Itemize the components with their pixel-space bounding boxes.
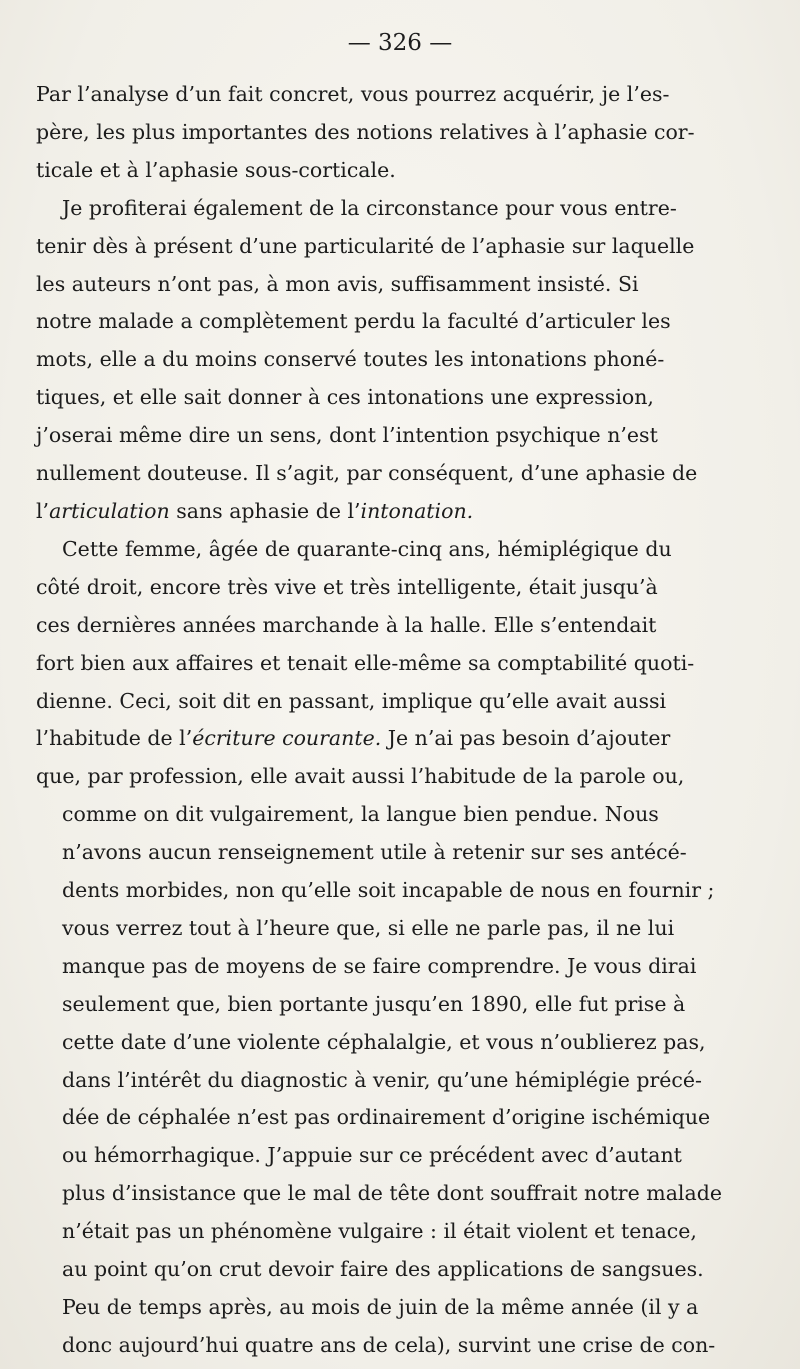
text-line: père, les plus importantes des notions relatives à l’aphasie cor- bbox=[36, 119, 695, 144]
text-line bbox=[36, 720, 766, 758]
page-number: — 326 — bbox=[347, 30, 453, 56]
text-line: Par l’analyse d’un fait concret, vous pourrez acquérir, je l’es- bbox=[36, 82, 670, 106]
text-line: mots, elle a du moins conservé toutes les intonations phoné- bbox=[36, 347, 665, 372]
text-segment: sans aphasie de l’ bbox=[169, 498, 361, 523]
text-line bbox=[36, 493, 766, 531]
text-line: dienne. Ceci, soit dit en passant, implique qu’elle avait aussi bbox=[36, 688, 667, 713]
italic-term: écriture courante. bbox=[192, 726, 382, 751]
text-line: Peu de temps après, au mois de juin de la même année (il y a bbox=[62, 1295, 699, 1319]
text-line: dans l’intérêt du diagnostic à venir, qu’une hémiplégie précé- bbox=[62, 1067, 702, 1092]
text-segment: l’ bbox=[36, 498, 50, 523]
text-line: les auteurs n’ont pas, à mon avis, suffisamment insisté. Si bbox=[36, 271, 639, 296]
text-line: nullement douteuse. Il s’agit, par conséquent, d’une aphasie de bbox=[36, 461, 698, 486]
text-line: plus d’insistance que le mal de tête dont souffrait notre malade bbox=[62, 1181, 722, 1206]
text-line: ou hémorrhagique. J’appuie sur ce précédent avec d’autant bbox=[62, 1143, 682, 1168]
text-line: Je profiterai également de la circonstance pour vous entre- bbox=[62, 195, 677, 220]
text-line: tiques, et elle sait donner à ces intonations une expression, bbox=[36, 385, 654, 410]
text-line: comme on dit vulgairement, la langue bien pendue. Nous bbox=[62, 802, 659, 827]
text-line: côté droit, encore très vive et très intelligente, était jusqu’à bbox=[36, 574, 658, 599]
text-line: seulement que, bien portante jusqu’en 1890, elle fut prise à bbox=[62, 991, 686, 1016]
text-line: tenir dès à présent d’une particularité de l’aphasie sur laquelle bbox=[36, 233, 695, 258]
text-line: au point qu’on crut devoir faire des applications de sangsues. bbox=[62, 1257, 704, 1282]
text-line: n’était pas un phénomène vulgaire : il était violent et tenace, bbox=[62, 1219, 697, 1244]
text-line: manque pas de moyens de se faire comprendre. Je vous dirai bbox=[62, 953, 697, 978]
italic-term: articulation bbox=[49, 498, 170, 523]
text-line: dée de céphalée n’est pas ordinairement d’origine ischémique bbox=[62, 1105, 711, 1130]
italic-term: intonation. bbox=[360, 498, 474, 523]
text-line: ces dernières années marchande à la halle. Elle s’entendait bbox=[36, 612, 657, 637]
text-line: donc aujourd’hui quatre ans de cela), survint une crise de con- bbox=[62, 1332, 716, 1357]
text-line: notre malade a complètement perdu la faculté d’articuler les bbox=[36, 309, 671, 334]
body-text bbox=[36, 76, 766, 1365]
text-line: vous verrez tout à l’heure que, si elle ne parle pas, il ne lui bbox=[62, 915, 675, 940]
text-line: Cette femme, âgée de quarante-cinq ans, hémiplégique du bbox=[62, 536, 672, 561]
text-segment: Je n’ai pas besoin d’ajouter bbox=[381, 726, 671, 751]
text-line: j’oserai même dire un sens, dont l’intention psychique n’est bbox=[36, 423, 658, 448]
text-line: cette date d’une violente céphalalgie, et vous n’oublierez pas, bbox=[62, 1029, 706, 1054]
text-line: n’avons aucun renseignement utile à retenir sur ses antécé- bbox=[62, 840, 687, 865]
text-line: fort bien aux affaires et tenait elle-même sa comptabilité quoti- bbox=[36, 650, 695, 675]
text-line: que, par profession, elle avait aussi l’habitude de la parole ou, bbox=[36, 764, 685, 789]
text-line: dents morbides, non qu’elle soit incapable de nous en fournir ; bbox=[62, 878, 715, 903]
text-segment: l’habitude de l’ bbox=[36, 726, 193, 751]
text-line: ticale et à l’aphasie sous-corticale. bbox=[36, 157, 396, 182]
